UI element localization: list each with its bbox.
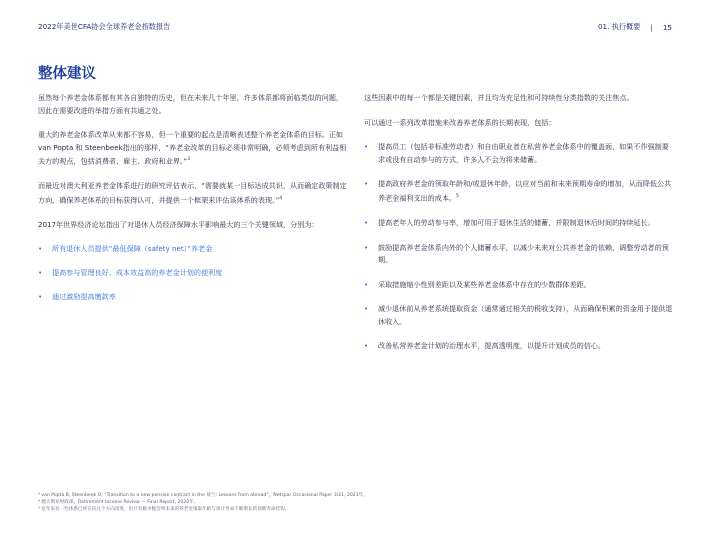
paragraph: 虽然每个养老金体系都有其各自独特的历史，但在未来几十年里，许多体系都将面临类似的问题，因此在需要改进的举措方面有共通之处。 [38,93,344,115]
footnote-mark: 5 [456,193,459,199]
report-title: 2022年美世CFA协会全球养老金指数报告 [38,22,171,31]
bullet-list [38,243,350,303]
section-label: 01. 执行概要 [597,22,641,31]
bullet-icon: • [38,268,43,278]
list-item: • 提高参与管理良好、成本效益高的养老金计划的便利度 [38,267,350,280]
footnote: ³ van Popta B, Steenbeek O, “Transition to a new pension contract in the 荷兰: Lessons from abroad”，Netspar Occasional Paper 3/21, 2021年。 [38,493,368,498]
header-separator: | [650,22,653,32]
list-item: • 提高员工（包括非标准劳动者）和自由职业者在私营养老金体系中的覆盖面，如果不作强制要求或没有自动参与的方式，许多人不会为将来储蓄。 [364,142,669,164]
bullet-icon: • [364,242,369,252]
page-number: 15 [662,22,672,32]
bullet-icon: • [364,304,369,314]
bullet-icon: • [364,142,369,152]
bullet-icon: • [38,244,43,254]
bullet-icon: • [38,291,43,301]
bullet-icon: • [364,341,369,351]
paragraph: 可以通过一系列改革措施来改善养老体系的长期表现，包括： [364,117,556,127]
footnote: ⁴ 澳大利亚财政部。Retirement Income Review — Final Report, 2020年。 [38,500,199,505]
bullet-icon: • [364,179,369,189]
bullet-list [364,141,674,353]
footnote: ⁵ 近年来有一些体系已经在向这个方向改进，但只有极少数会将未来的养老金领取年龄与预计寿命不断增长的预期寿命挂钩。 [38,507,290,512]
bullet-icon: • [364,217,369,227]
right-column [364,92,674,365]
left-column [38,92,350,314]
paragraph: 而最近对澳大利亚养老金体系进行的研究评估表示，“需要就某一目标达成共识，从而确定政策制定方向，确保养老体系的目标获得认可，并提供一个框架来评估该体系的表现。”$^4$ [38,181,347,205]
paragraph: 这些因素中的每一个都是关键因素，并且均为充足性和可持续性分类指数的关注焦点。 [364,93,634,102]
list-item: • 改善私营养老金计划的治理水平，提高透明度，以提升计划成员的信心。 [364,340,674,353]
footnote-mark: 3 [187,157,190,163]
list-item: • 所有退休人员提供“最低保障（safety net）”养老金 [38,243,350,256]
list-item: • 鼓励提高养老金体系内外的个人储蓄水平，以减少未来对公共养老金的依赖，调整劳动者的预期。 [364,242,669,265]
list-item: • 提高老年人的劳动参与率，增加可用于退休生活的储蓄，并限制退休后时间的持续延长。 [364,217,674,230]
list-item: • 采取措施缩小性别差距以及某些养老金体系中存在的少数群体差距。 [364,279,674,292]
paragraph: 2017年世界经济论坛指出了对退休人员经济保障水平影响最大的三个关键领域，分别为： [38,219,319,229]
footnote-mark: 4 [279,195,283,201]
list-item: • 通过激励提高缴款率 [38,291,350,304]
list-item: • 提高政府养老金的领取年龄和/或退休年龄，以应对当前和未来预期寿命的增加，从而降低公共养老金福利支出的成本。$^5$ [364,179,672,203]
page-header [38,22,672,38]
bullet-icon: • [364,279,369,289]
page-title: 整体建议 [38,66,96,82]
footnotes [38,492,368,513]
header-right [598,22,672,32]
list-item: • 减少退休前从养老系统提取资金（通常通过相关的税收支持），从而确保积累的资金用于提供退休收入。 [364,304,673,326]
paragraph: 重大的养老金体系改革从来都不容易，但一个重要的起点是清晰表述整个养老金体系的目标。正如van Popta 和 Steenbeek指出的那样，“养老金改革的目标必须非常明确，必须考虑到所有利益相关方的观点，包括消费者、雇主、政府和业界。”$^3$ [38,130,347,166]
